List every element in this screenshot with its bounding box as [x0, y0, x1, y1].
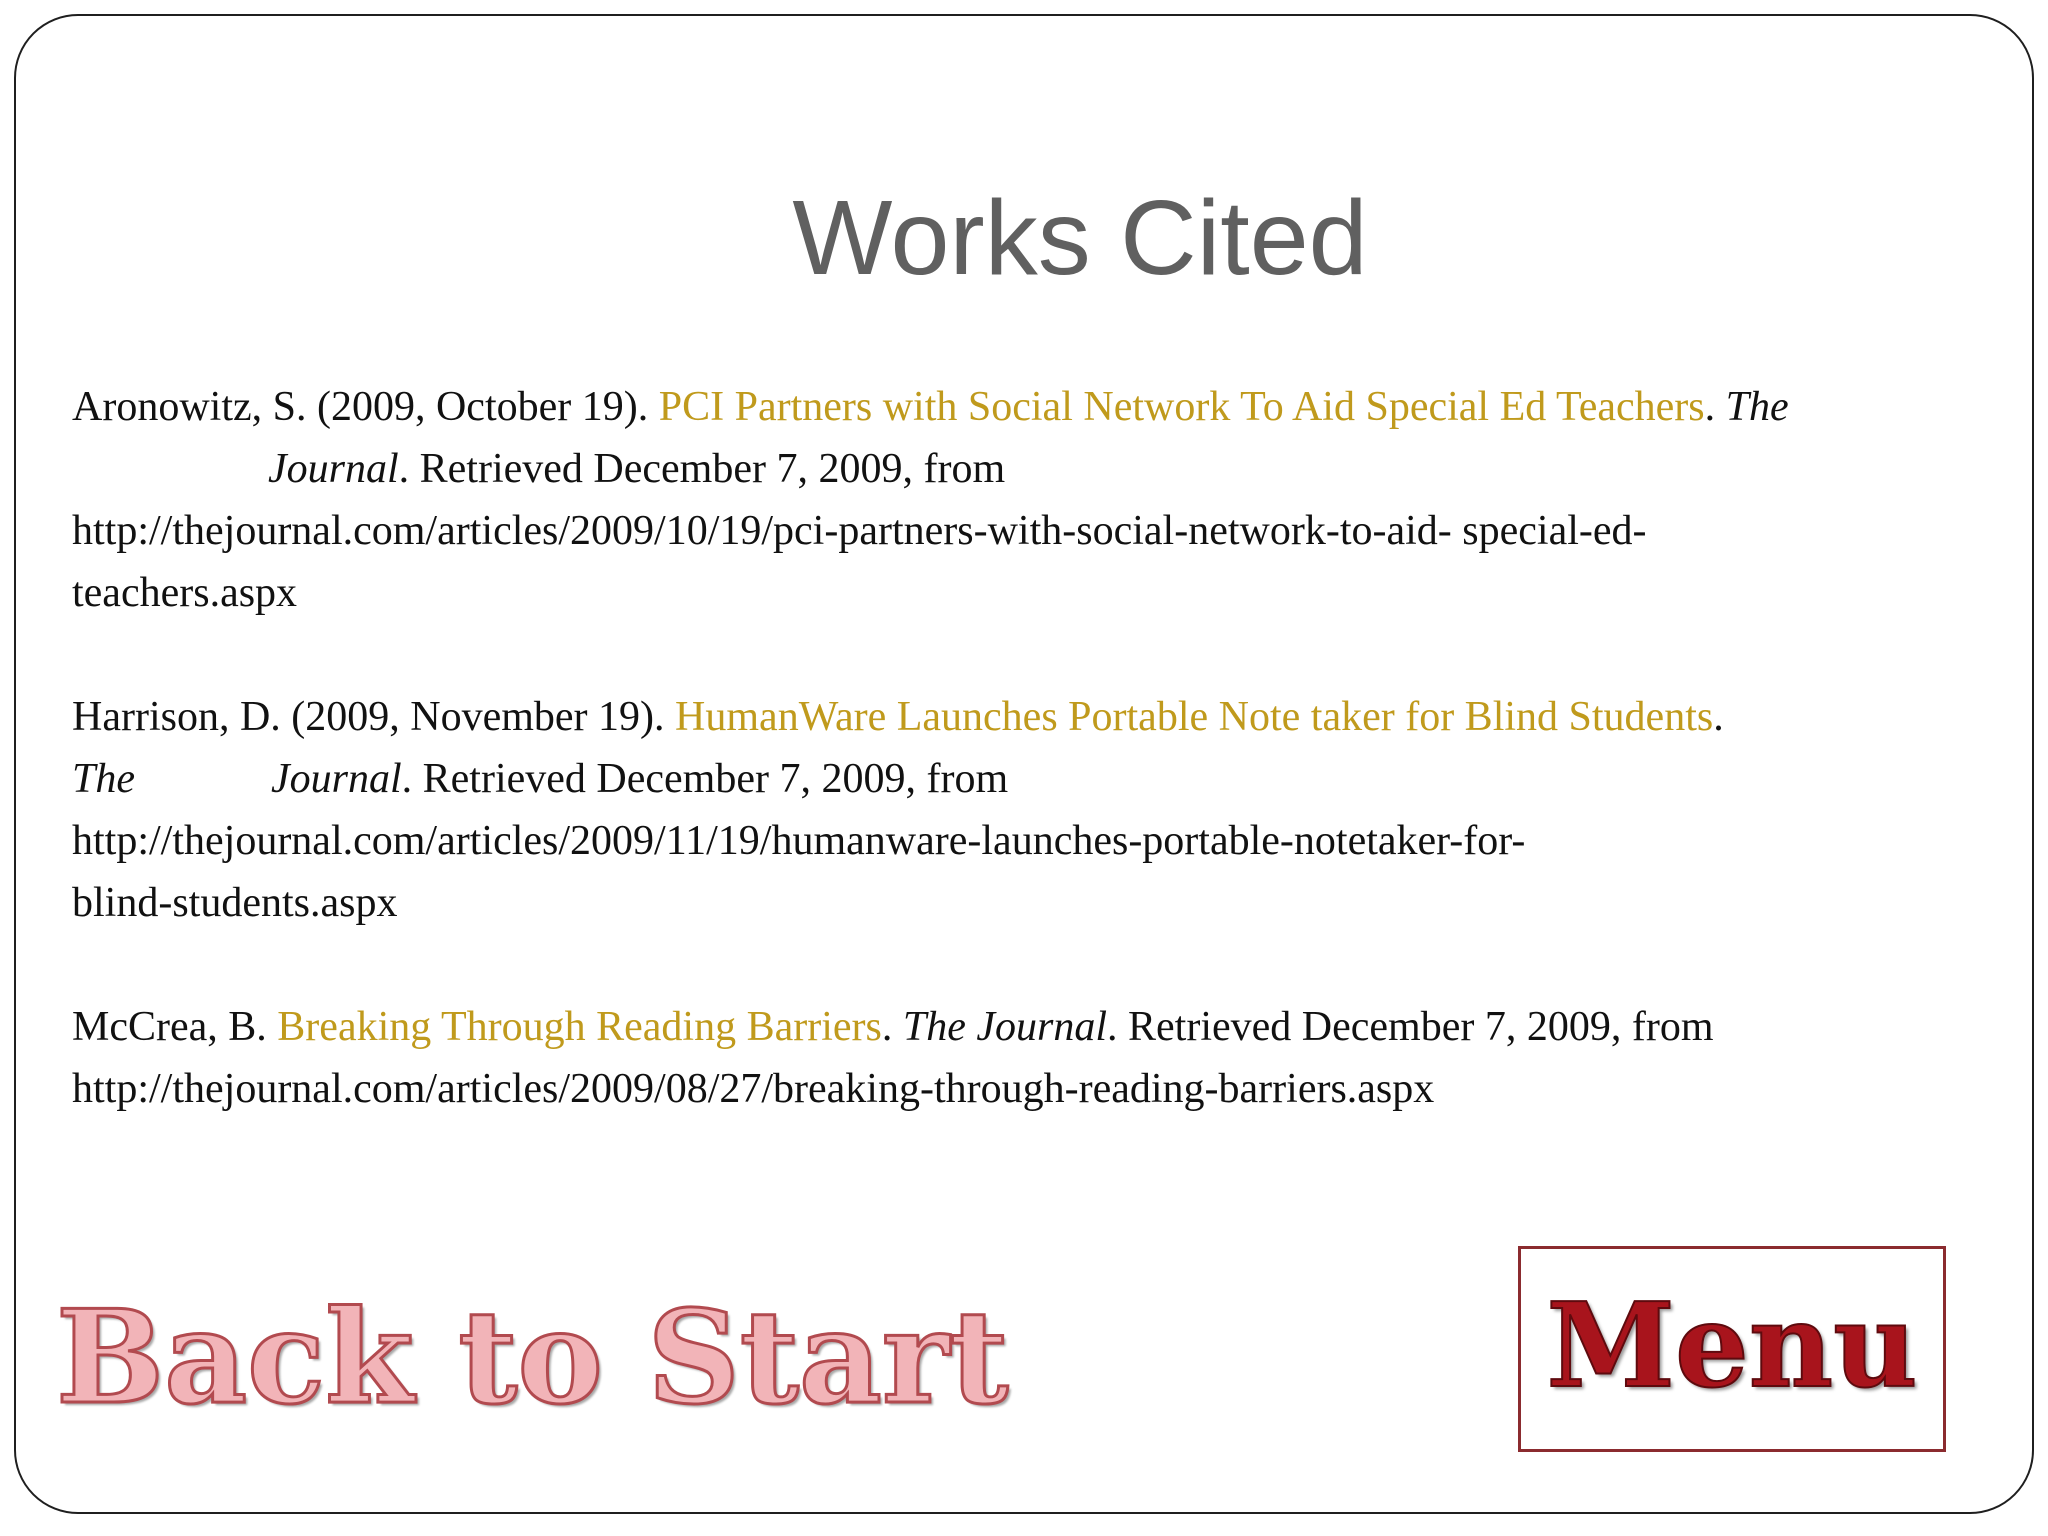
citation-article-link[interactable]: HumanWare Launches Portable Note taker for Blind Students [675, 694, 1714, 740]
citation-mccrea [72, 996, 2012, 1120]
citation-journal-the: The [1725, 384, 1789, 430]
citation-url-continued: teachers.aspx [72, 570, 298, 616]
citation-aronowitz [72, 376, 2012, 624]
citation-journal-name: Journal [271, 756, 402, 802]
citation-harrison [72, 686, 2012, 934]
citation-article-link[interactable]: Breaking Through Reading Barriers [277, 1004, 882, 1050]
citation-punctuation: . [881, 1004, 903, 1050]
citation-url: http://thejournal.com/articles/2009/11/19/humanware-launches-portable-notetaker-for- [72, 818, 1526, 864]
citation-url-continued: blind-students.aspx [72, 880, 398, 926]
citation-punctuation: . [1704, 384, 1726, 430]
citation-journal-name: The Journal [902, 1004, 1108, 1050]
citation-author-date: Aronowitz, S. (2009, October 19). [72, 384, 659, 430]
citation-article-link[interactable]: PCI Partners with Social Network To Aid Special Ed Teachers [658, 384, 1705, 430]
menu-button[interactable] [1518, 1246, 1946, 1452]
works-cited-list [72, 376, 2012, 1120]
citation-journal-the: The [72, 756, 135, 802]
back-to-start-button[interactable]: Back to Start [56, 1283, 1009, 1433]
citation-retrieved: . Retrieved December 7, 2009, from [398, 446, 1006, 492]
citation-punctuation: . [1713, 694, 1724, 740]
citation-retrieved: . Retrieved December 7, 2009, from [401, 756, 1009, 802]
page-title: Works Cited [792, 179, 1368, 297]
citation-author-date: McCrea, B. [72, 1004, 278, 1050]
menu-button-label: Menu [1546, 1278, 1918, 1414]
citation-retrieved: . Retrieved December 7, 2009, from [1107, 1004, 1714, 1050]
citation-url: http://thejournal.com/articles/2009/08/27/breaking-through-reading-barriers.aspx [72, 1066, 1435, 1112]
citation-author-date: Harrison, D. (2009, November 19). [72, 694, 676, 740]
citation-journal-name: Journal [268, 446, 399, 492]
citation-url: http://thejournal.com/articles/2009/10/19/pci-partners-with-social-network-to-aid- special-ed- [72, 508, 1647, 554]
